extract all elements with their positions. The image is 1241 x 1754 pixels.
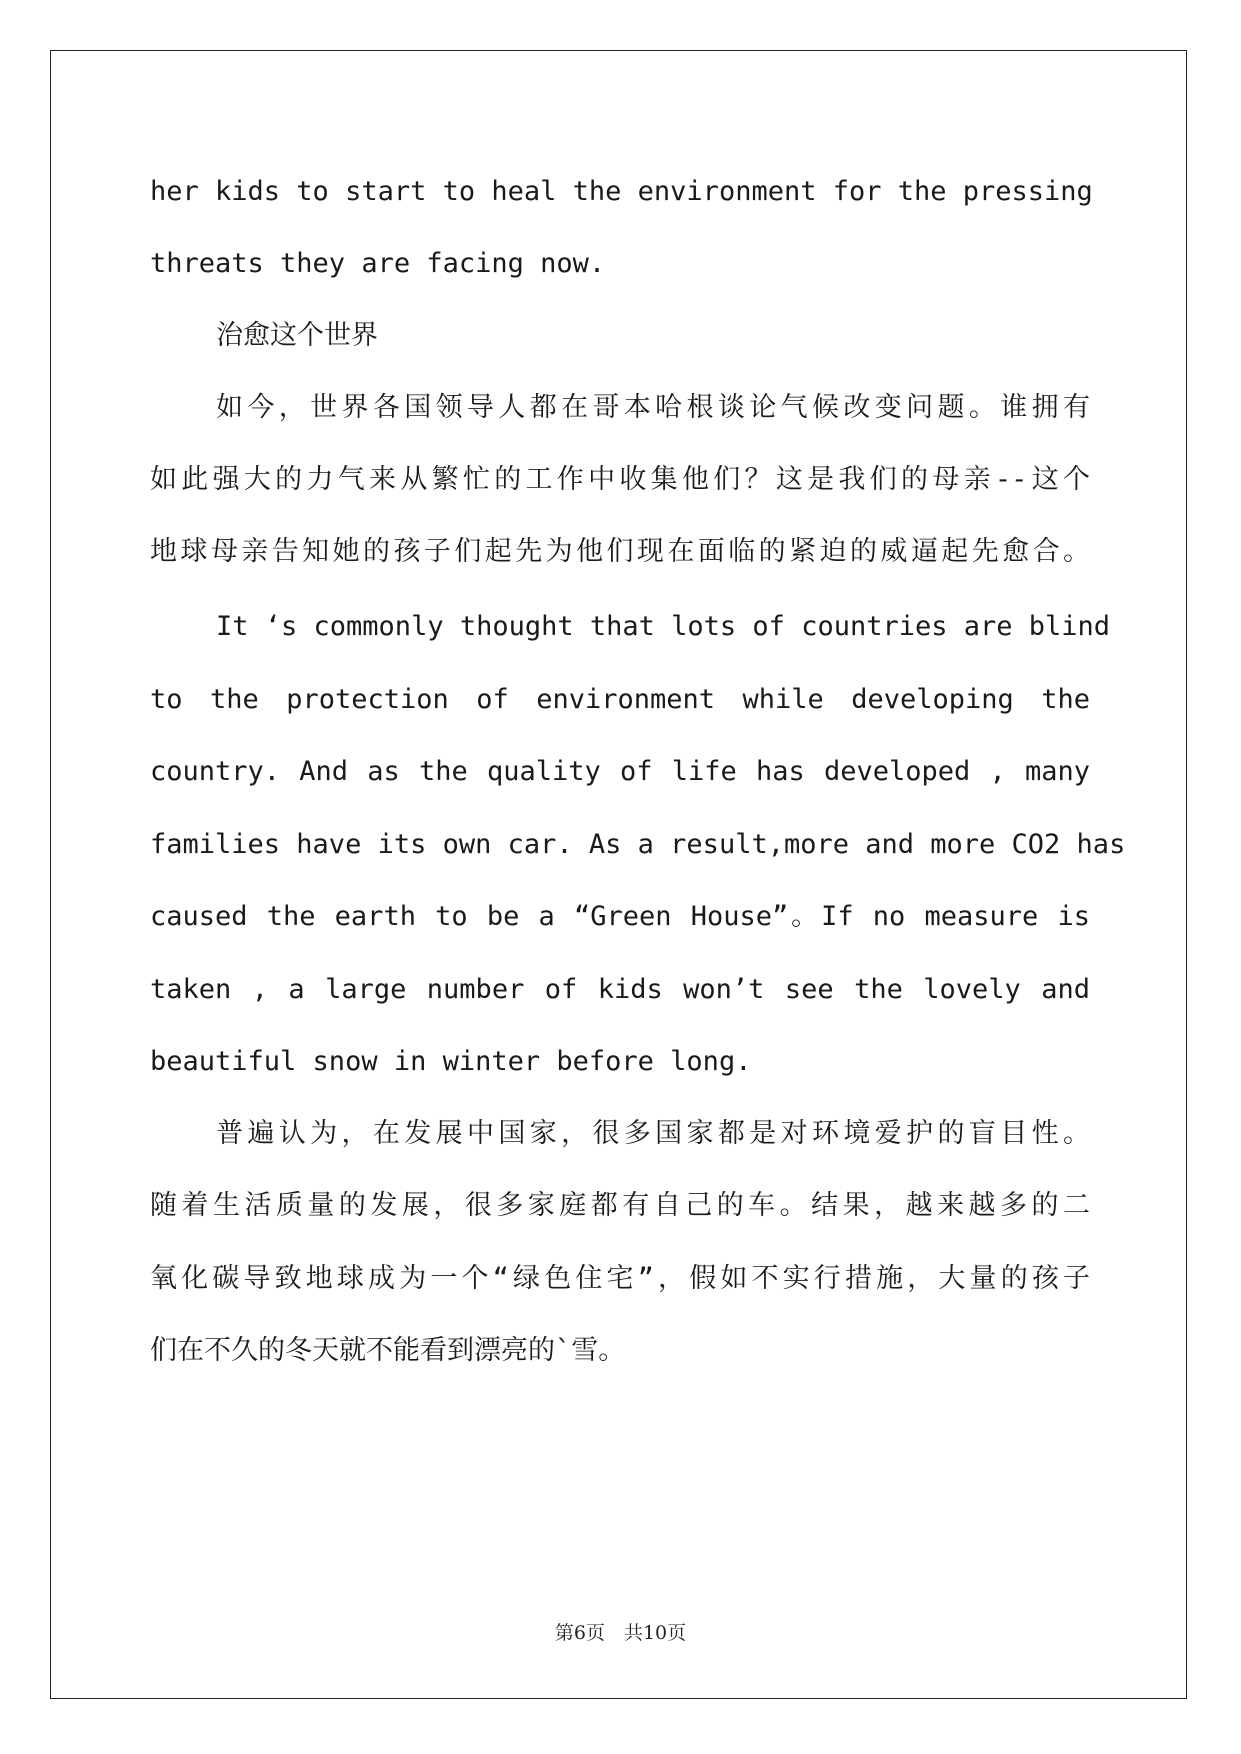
body-line: to the protection of environment while developing the bbox=[150, 684, 1090, 715]
body-line: taken , a large number of kids won’t see the lovely and bbox=[150, 974, 1090, 1005]
body-line: 随着生活质量的发展，很多家庭都有自己的车。结果，越来越多的二 bbox=[150, 1190, 1090, 1221]
body-line: 地球母亲告知她的孩子们起先为他们现在面临的紧迫的威逼起先愈合。 bbox=[150, 536, 1090, 567]
body-line: 们在不久的冬天就不能看到漂亮的`雪。 bbox=[150, 1335, 626, 1366]
page-border bbox=[50, 50, 1187, 1699]
body-line: 氧化碳导致地球成为一个“绿色住宅”，假如不实行措施，大量的孩子 bbox=[150, 1263, 1090, 1294]
body-line: her kids to start to heal the environment for the pressing bbox=[150, 176, 1093, 207]
body-line: country. And as the quality of life has developed , many bbox=[150, 756, 1090, 787]
body-line: 如今，世界各国领导人都在哥本哈根谈论气候改变问题。谁拥有 bbox=[216, 392, 1090, 423]
body-line: 普遍认为，在发展中国家，很多国家都是对环境爱护的盲目性。 bbox=[216, 1118, 1090, 1149]
body-line: caused the earth to be a “Green House”。If no measure is bbox=[150, 901, 1090, 932]
body-line: beautiful snow in winter before long. bbox=[150, 1046, 752, 1077]
body-line: threats they are facing now. bbox=[150, 248, 606, 279]
body-line: families have its own car. As a result,more and more CO2 has bbox=[150, 829, 1126, 860]
body-line: It ‘s commonly thought that lots of countries are blind bbox=[216, 611, 1111, 642]
body-line: 如此强大的力气来从繁忙的工作中收集他们？这是我们的母亲--这个 bbox=[150, 464, 1090, 495]
page-number: 第6页 共10页 bbox=[554, 1622, 687, 1644]
section-heading: 治愈这个世界 bbox=[216, 320, 378, 351]
